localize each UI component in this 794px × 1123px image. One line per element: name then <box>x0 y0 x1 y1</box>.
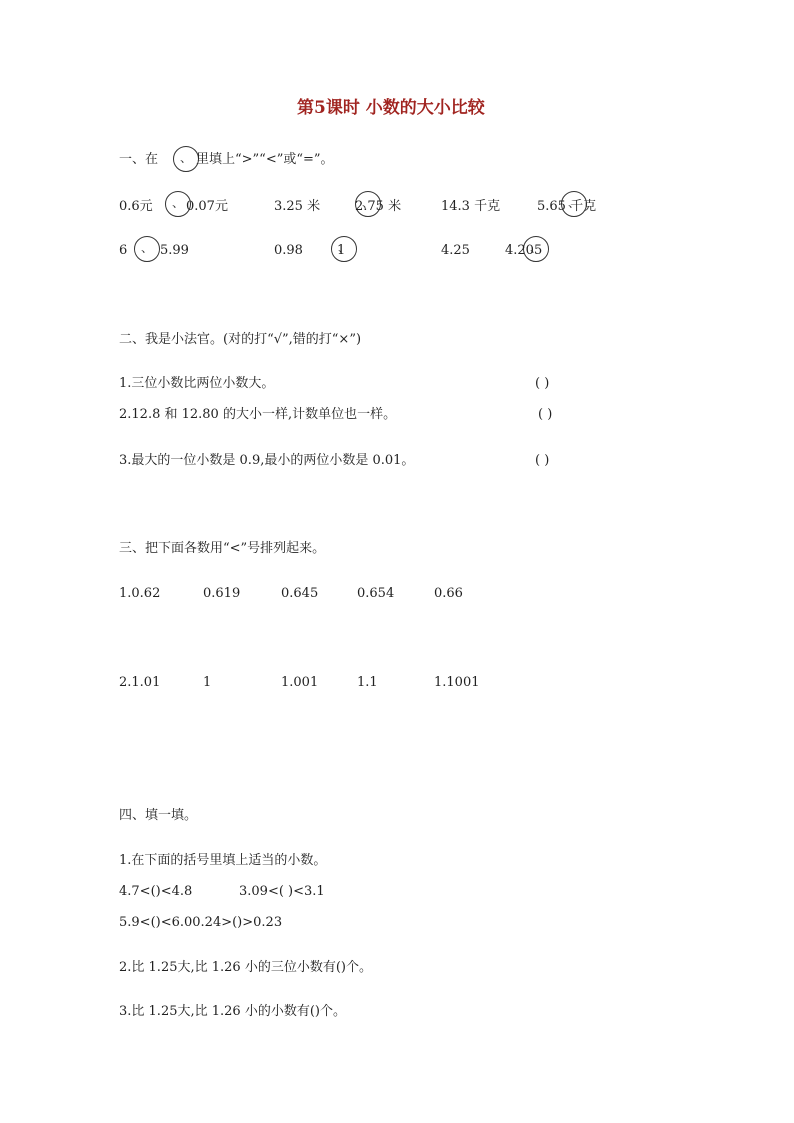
section1-heading-suffix: 里填上“>”“<”或“=”。 <box>196 152 334 167</box>
section2-heading: 二、我是小法官。(对的打“√”,错的打“×”) <box>119 332 362 347</box>
s1-r2-item2-left: 0.98 <box>274 243 303 258</box>
s3-r1-num5: 0.66 <box>434 586 463 601</box>
s3-r2-num5: 1.1001 <box>434 675 480 690</box>
s1-r1-item2-right: 2.75 米 <box>355 199 402 214</box>
s3-r2-num3: 1.001 <box>281 675 319 690</box>
s1-r1-item2-left: 3.25 米 <box>274 199 321 214</box>
s1-r2-item3-left: 4.25 <box>441 243 470 258</box>
s2-item3-answer-bracket[interactable]: ( ) <box>535 453 550 468</box>
s4-q1-line1b: 3.09<( )<3.1 <box>239 884 325 899</box>
s1-r1-item3-left: 14.3 千克 <box>441 199 501 214</box>
s3-r1-num2: 0.619 <box>203 586 241 601</box>
s1-r2-item2-right: 1 <box>337 243 346 258</box>
s1-r2-item1-right: 5.99 <box>160 243 189 258</box>
s2-item3-text: 3.最大的一位小数是 0.9,最小的两位小数是 0.01。 <box>119 453 415 468</box>
s1-r1-item1-right: 0.07元 <box>186 199 228 214</box>
section1-heading-prefix: 一、在 <box>119 152 159 167</box>
s2-item1-text: 1.三位小数比两位小数大。 <box>119 376 275 391</box>
s4-q1-line2: 5.9<()<6.00.24>()>0.23 <box>119 915 283 930</box>
s4-q1-text: 1.在下面的括号里填上适当的小数。 <box>119 853 327 868</box>
section4-heading: 四、填一填。 <box>119 808 198 823</box>
s3-r1-num4: 0.654 <box>357 586 395 601</box>
s1-r2-item1-circle[interactable] <box>134 236 160 262</box>
s1-r1-item1-left: 0.6元 <box>119 199 153 214</box>
s3-r1-num1: 1.0.62 <box>119 586 161 601</box>
s3-r1-num3: 0.645 <box>281 586 319 601</box>
s1-r1-item3-right: 5.65 千克 <box>537 199 597 214</box>
s3-r2-num1: 2.1.01 <box>119 675 161 690</box>
s2-item1-answer-bracket[interactable]: ( ) <box>535 376 550 391</box>
page-title: 第5课时 小数的大小比较 <box>297 98 485 118</box>
s4-q1-line1a: 4.7<()<4.8 <box>119 884 193 899</box>
s4-q2-text: 2.比 1.25大,比 1.26 小的三位小数有()个。 <box>119 960 372 975</box>
s2-item2-text: 2.12.8 和 12.80 的大小一样,计数单位也一样。 <box>119 407 397 422</box>
s3-r2-num4: 1.1 <box>357 675 378 690</box>
s1-r2-item3-right: 4.205 <box>505 243 543 258</box>
section3-heading: 三、把下面各数用“<”号排列起来。 <box>119 541 326 556</box>
s2-item2-answer-bracket[interactable]: ( ) <box>538 407 553 422</box>
s4-q3-text: 3.比 1.25大,比 1.26 小的小数有()个。 <box>119 1004 346 1019</box>
s3-r2-num2: 1 <box>203 675 212 690</box>
s1-r2-item1-left: 6 <box>119 243 128 258</box>
